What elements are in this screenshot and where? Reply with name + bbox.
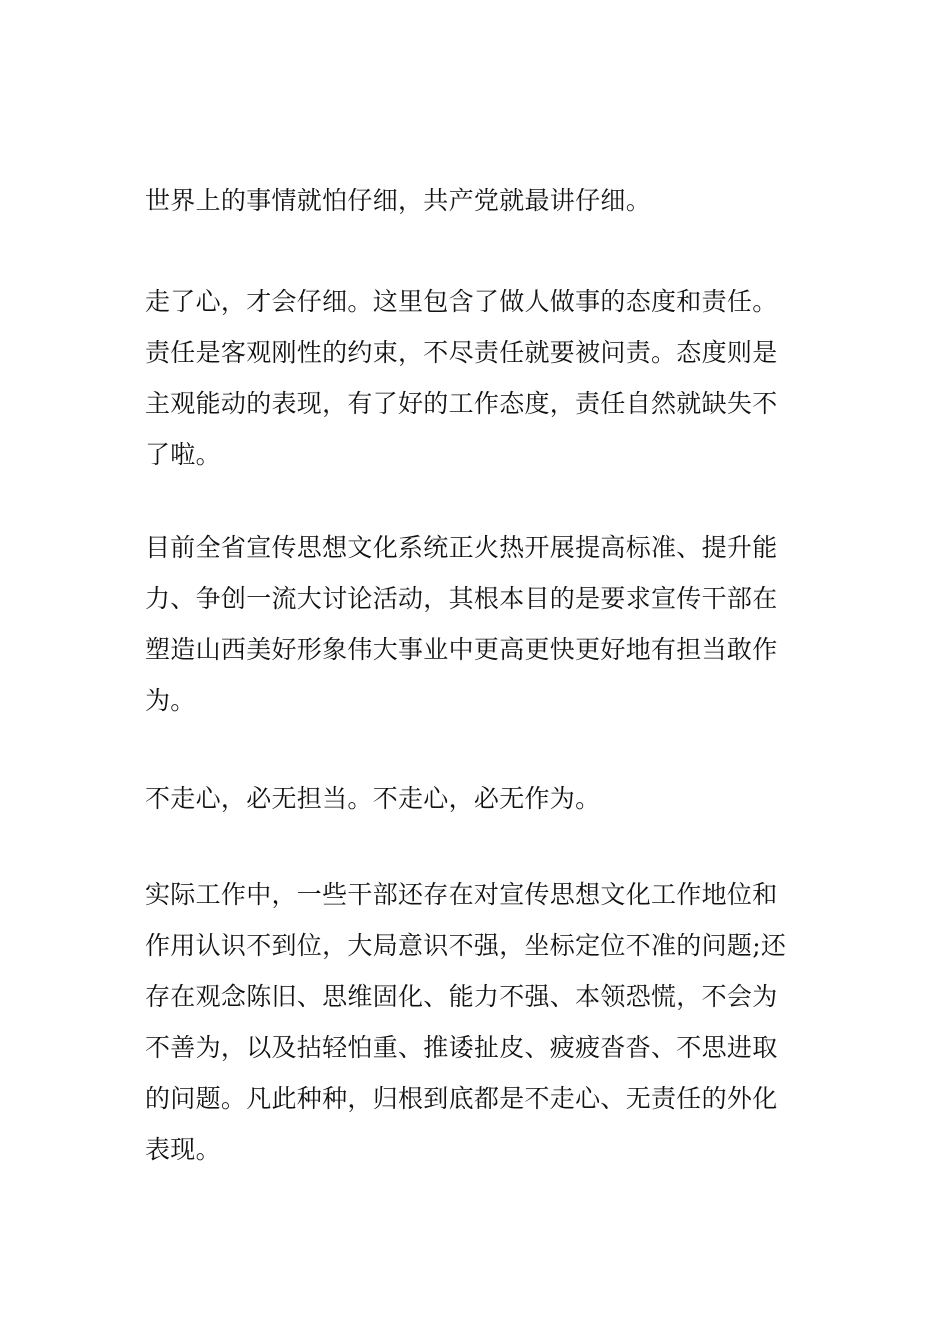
text-line: 走了心，才会仔细。这里包含了做人做事的态度和责任。 — [145, 287, 778, 316]
text-line: 力、争创一流大讨论活动，其根本目的是要求宣传干部在 — [145, 584, 778, 613]
text-line: 塑造山西美好形象伟大事业中更高更快更好地有担当敢作 — [145, 635, 778, 664]
text-line: 主观能动的表现，有了好的工作态度，责任自然就缺失不 — [145, 389, 778, 418]
text-line: 世界上的事情就怕仔细，共产党就最讲仔细。 — [145, 186, 652, 215]
text-line: 责任是客观刚性的约束，不尽责任就要被问责。态度则是 — [145, 338, 778, 367]
paragraph-1 — [145, 175, 807, 226]
text-line: 存在观念陈旧、思维固化、能力不强、本领恐慌，不会为 — [145, 982, 778, 1011]
paragraph-2 — [145, 276, 807, 480]
paragraph-4 — [145, 773, 807, 824]
text-line: 表现。 — [145, 1135, 221, 1164]
text-line: 为。 — [145, 686, 196, 715]
text-line: 不善为，以及拈轻怕重、推诿扯皮、疲疲沓沓、不思进取 — [145, 1033, 778, 1062]
paragraph-3 — [145, 522, 807, 726]
paragraph-5 — [145, 869, 807, 1175]
text-line: 目前全省宣传思想文化系统正火热开展提高标准、提升能 — [145, 533, 778, 562]
text-line: 不走心，必无担当。不走心，必无作为。 — [145, 784, 601, 813]
text-line: 的问题。凡此种种，归根到底都是不走心、无责任的外化 — [145, 1084, 778, 1113]
text-line: 了啦。 — [145, 440, 221, 469]
text-line: 实际工作中，一些干部还存在对宣传思想文化工作地位和 — [145, 880, 778, 909]
text-line: 作用认识不到位，大局意识不强，坐标定位不准的问题;还 — [145, 931, 787, 960]
